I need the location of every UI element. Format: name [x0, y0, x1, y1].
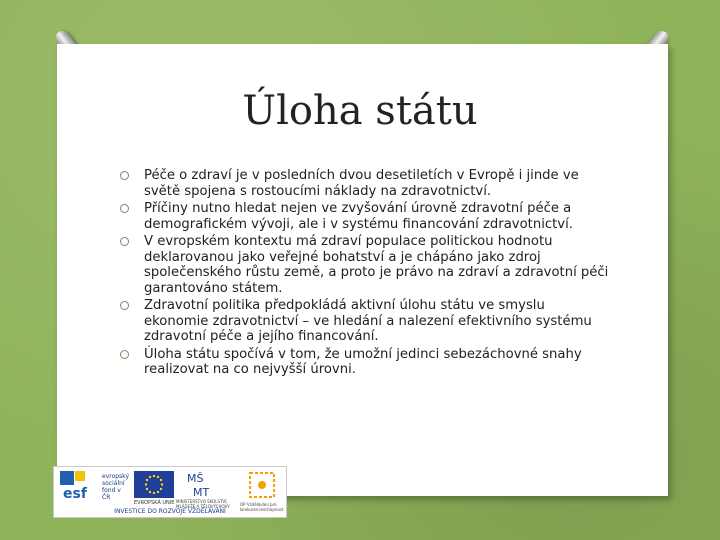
bullet-text: Zdravotní politika předpokládá aktivní úlohu státu ve smyslu ekonomie zdravotnictví – ve hledání a nalezení efektivního systému zdravotní péče a jejího financování. [144, 298, 592, 344]
funding-logos-strip [53, 466, 287, 518]
bullet-icon [120, 237, 129, 246]
bullet-icon [120, 171, 129, 180]
esf-logo-icon [60, 471, 100, 501]
svg-text:MŠ: MŠ [187, 472, 204, 485]
list-item [120, 234, 610, 296]
op-logo-label: OP Vzdělávání pro konkurenceschopnost [240, 502, 284, 512]
op-vk-logo-icon [246, 470, 280, 500]
msmt-logo-icon [186, 470, 216, 498]
list-item [120, 347, 610, 378]
logo-footer-text: INVESTICE DO ROZVOJE VZDĚLÁVÁNÍ [114, 508, 226, 515]
esf-logo-label: evropský sociální fond v ČR [102, 473, 129, 501]
bullet-icon [120, 350, 129, 359]
list-item [120, 201, 610, 232]
bullet-icon [120, 301, 129, 310]
bullet-text: Příčiny nutno hledat nejen ve zvyšování úrovně zdravotní péče a demografickém vývoji, ale i v systému financování zdravotnictví. [144, 201, 573, 232]
svg-text:esf: esf [63, 486, 87, 501]
bullet-text: V evropském kontextu má zdraví populace politickou hodnotu deklarovanou jako veřejné bohatství a je chápáno jako zdroj společenského růstu země, a proto je právo na zdraví a zdravotní péči garantováno státem. [144, 234, 609, 296]
list-item [120, 168, 610, 199]
bullet-text: Úloha státu spočívá v tom, že umožní jedinci sebezáchovné snahy realizovat na co nejvyšší úrovni. [144, 346, 582, 377]
list-item [120, 298, 610, 345]
eu-flag-icon [134, 471, 174, 498]
bullet-icon [120, 204, 129, 213]
svg-text:MT: MT [193, 486, 210, 498]
bullet-list [120, 168, 610, 380]
eu-logo-label: EVROPSKÁ UNIE [134, 500, 175, 506]
bullet-text: Péče o zdraví je v posledních dvou desetiletích v Evropě i jinde ve světě spojena s rostoucími náklady na zdravotnictví. [144, 168, 579, 199]
msmt-logo-label: MINISTERSTVO ŠKOLSTVÍ, MLÁDEŽE A TĚLOVÝCHOVY [176, 499, 230, 509]
slide-title: Úloha státu [242, 88, 478, 134]
